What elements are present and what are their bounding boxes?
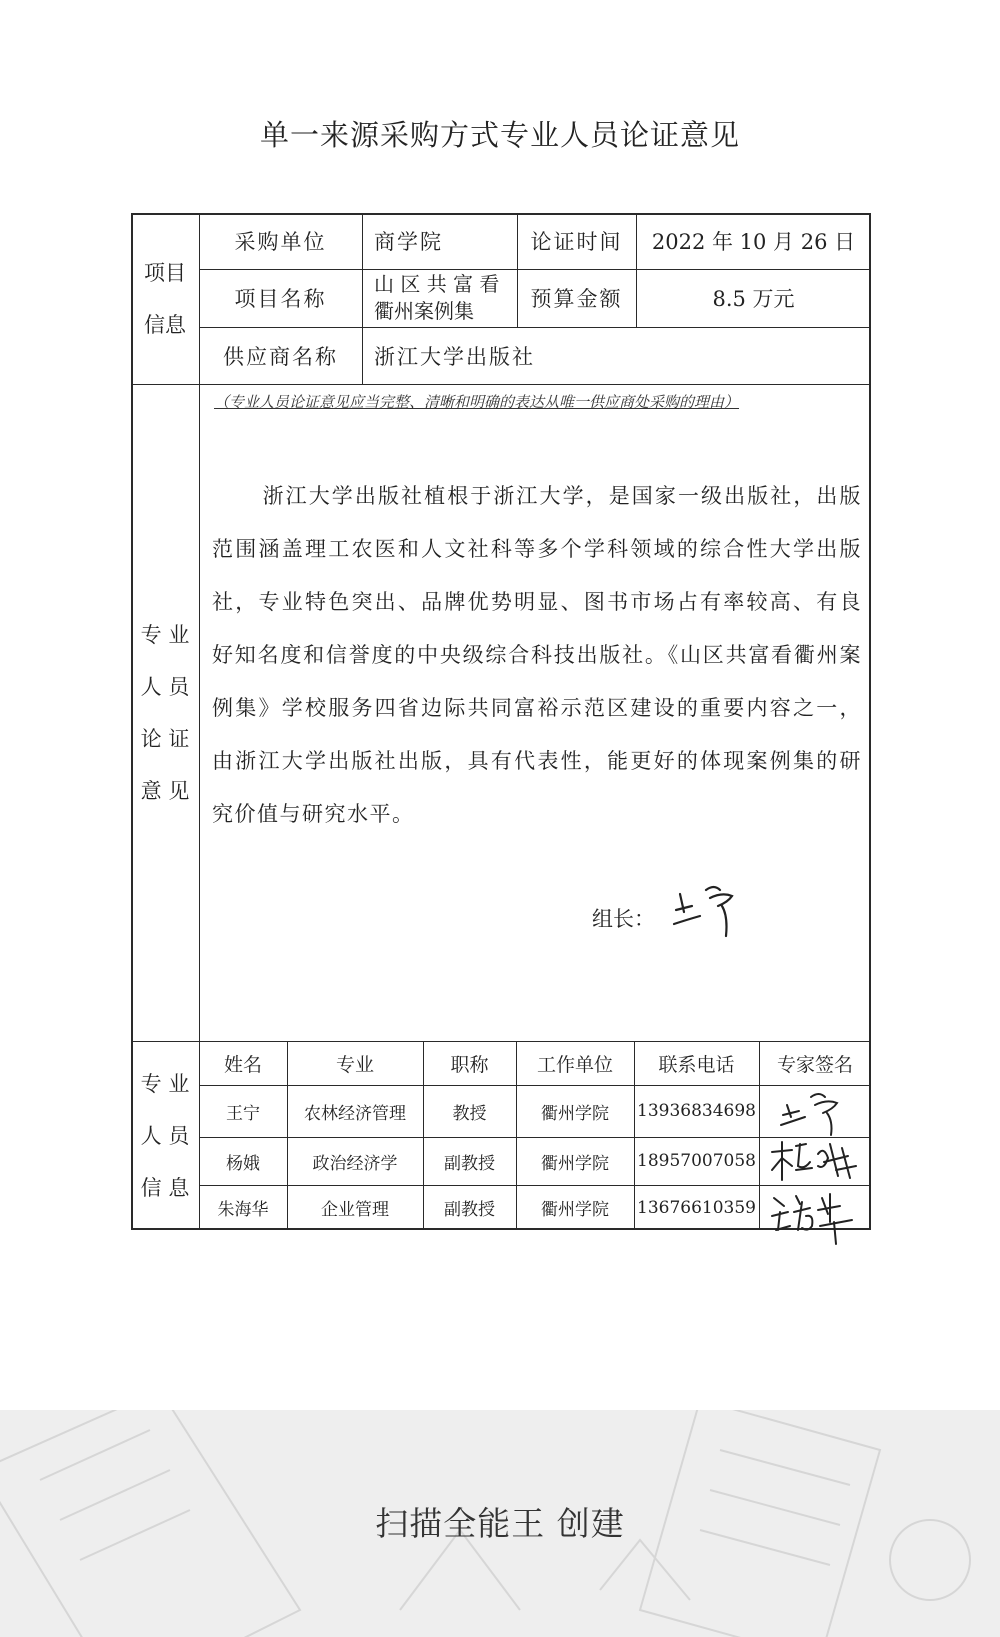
experts-label-line: 人 员 (140, 1123, 190, 1148)
opinion-section-label (131, 384, 199, 1041)
header-title: 职称 (450, 1053, 489, 1076)
expert-unit: 衢州学院 (541, 1103, 609, 1124)
budget-value: 8.5 万元 (712, 287, 795, 311)
experts-label-line: 专 业 (140, 1071, 190, 1096)
date-label: 论证时间 (530, 230, 623, 254)
purchaser-label: 采购单位 (234, 230, 327, 254)
opinion-label-line: 论 证 (140, 726, 190, 751)
supplier-label: 供应商名称 (223, 344, 338, 369)
divider (131, 384, 871, 385)
scanner-watermark-text: 扫描全能王 创建 (375, 1504, 625, 1543)
leader-label: 组长： (592, 907, 655, 931)
header-name: 姓名 (223, 1053, 262, 1076)
opinion-paragraph-text: 浙江大学出版社植根于浙江大学，是国家一级出版社，出版范围涵盖理工农医和人文社科等多个学科领域的综合性大学出版社，专业特色突出、品牌优势明显、图书市场占有率较高、有良好知名度和信誉度的中央级综合科技出版社。《山区共富看衢州案例集》学校服务四省边际共同富裕示范区建设的重要内容之一，由浙江大学出版社出版，具有代表性，能更好的体现案例集的研究价值与研究水平。 (212, 484, 862, 826)
experts-label-line: 信 息 (140, 1175, 190, 1200)
expert-phone: 13676610359 (637, 1197, 756, 1218)
expert-name: 朱海华 (217, 1200, 269, 1220)
opinion-paragraph (212, 470, 862, 841)
expert-name: 王宁 (226, 1103, 260, 1124)
expert-title: 教授 (452, 1103, 487, 1124)
expert-signature (766, 1136, 861, 1186)
opinion-label-line: 人 员 (140, 674, 190, 699)
expert-signature (768, 1186, 863, 1248)
project-info-label-line2: 信息 (144, 312, 186, 337)
project-name-label: 项目名称 (234, 287, 327, 311)
header-signature: 专家签名 (776, 1053, 853, 1076)
document-title: 单一来源采购方式专业人员论证意见 (259, 118, 740, 152)
opinion-label-line: 意 见 (140, 778, 190, 803)
expert-title: 副教授 (444, 1153, 495, 1174)
expert-major: 政治经济学 (312, 1153, 398, 1174)
header-phone: 联系电话 (658, 1053, 735, 1076)
expert-title: 副教授 (444, 1200, 495, 1220)
expert-unit: 衢州学院 (541, 1200, 609, 1220)
experts-section-label (131, 1041, 199, 1230)
project-name-line2: 衢州案例集 (374, 299, 474, 323)
expert-phone: 18957007058 (637, 1151, 756, 1171)
expert-name: 杨娥 (226, 1153, 260, 1174)
header-unit: 工作单位 (536, 1053, 613, 1076)
expert-signature (779, 1085, 859, 1137)
opinion-instruction: （专业人员论证意见应当完整、清晰和明确的表达从唯一供应商处采购的理由） (214, 393, 740, 411)
leader-signature (670, 872, 750, 942)
header-major: 专业 (335, 1053, 374, 1076)
purchaser-value: 商学院 (374, 230, 443, 254)
supplier-value: 浙江大学出版社 (374, 344, 535, 369)
expert-major: 企业管理 (321, 1200, 389, 1220)
opinion-label-line: 专 业 (140, 622, 190, 647)
expert-phone: 13936834698 (637, 1101, 756, 1121)
project-name-value (362, 269, 517, 327)
date-value: 2022 年 10 月 26 日 (651, 230, 856, 254)
expert-major: 农林经济管理 (304, 1103, 406, 1124)
expert-unit: 衢州学院 (541, 1153, 609, 1174)
budget-label: 预算金额 (530, 287, 623, 311)
project-name-line1: 山 区 共 富 看 (374, 272, 500, 296)
project-info-label (131, 213, 199, 384)
project-info-label-line1: 项目 (144, 260, 186, 285)
